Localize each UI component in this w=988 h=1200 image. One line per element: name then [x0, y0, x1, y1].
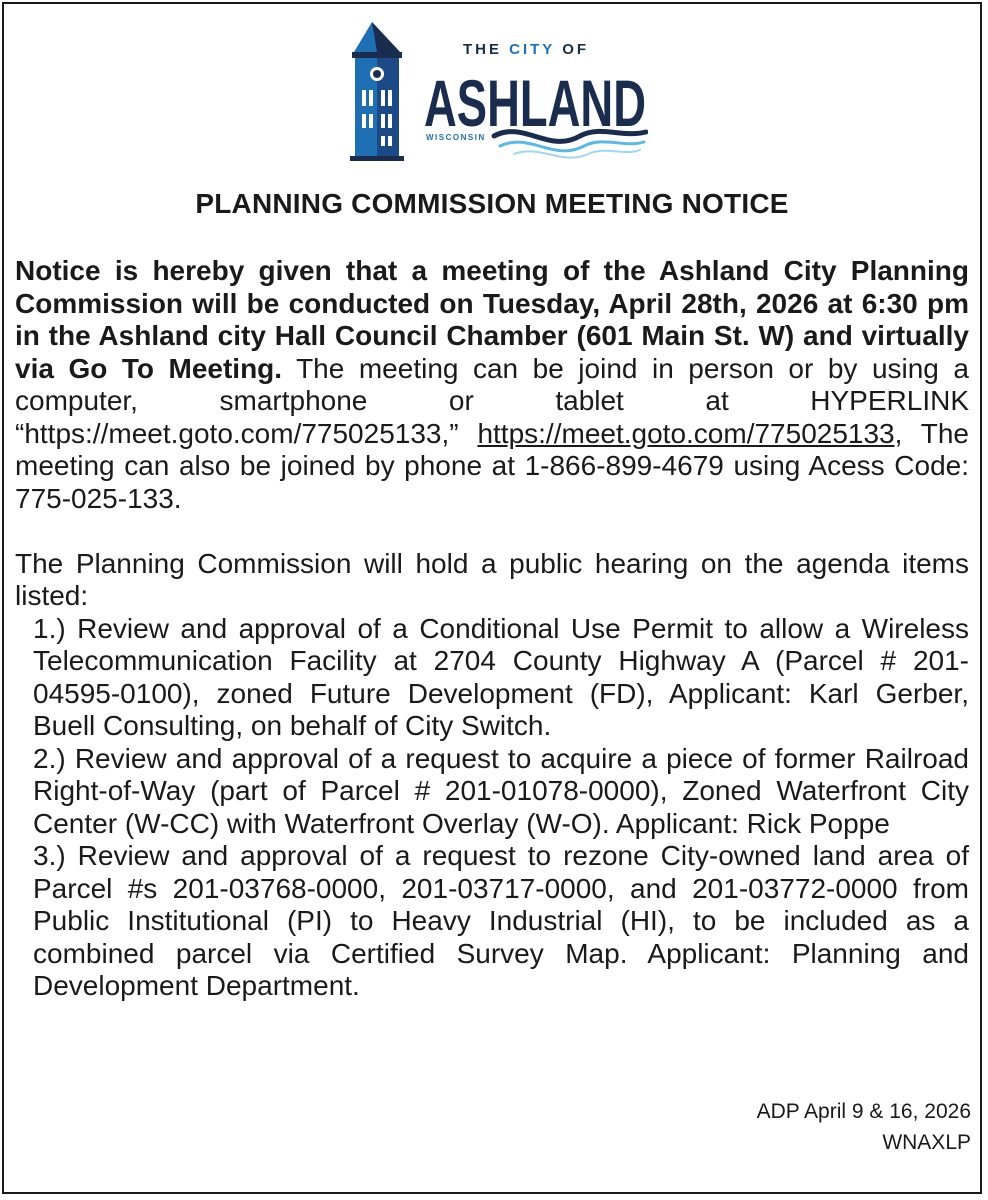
- agenda-item: 1.) Review and approval of a Conditional Use Permit to allow a Wireless Telecommunication Facility at 2704 County Highway A (Parcel # 201-04595-0100), zoned Future Development (FD), Applicant: Karl Gerber, Buell Consulting, on behalf of City Switch.: [33, 612, 969, 741]
- clock-tower-icon: [350, 22, 404, 161]
- phone-access-text: The meeting can also be joined by phone at 1-866-899-4679 using Acess Code: 775-025-133.: [15, 417, 969, 514]
- notice-lead: Notice is hereby given that a meeting of the Ashland City Planning Commission will be conducted on Tuesday, April 28th, 2026 at 6:30 pm in the Ashland city Hall Council Chamber (601 Main St. W) and virtually via Go To Meeting.: [15, 255, 969, 384]
- agenda-item: 3.) Review and approval of a request to rezone City-owned land area of Parcel #s 201-03768-0000, 201-03717-0000, and 201-03772-0000 from Public Institutional (PI) to Heavy Industrial (HI), to be included as a combined parcel via Certified Survey Map. Applicant: Planning and Development Department.: [33, 840, 969, 1001]
- publication-dates: ADP April 9 & 16, 2026: [756, 1100, 971, 1123]
- logo-line-1: THE CITY OF: [462, 41, 590, 58]
- agenda-item: 2.) Review and approval of a request to acquire a piece of former Railroad Right-of-Way (part of Parcel # 201-01078-0000), Zoned Waterfront City Center (W-CC) with Waterfront Overlay (W-O). Applicant: Rick Poppe: [33, 742, 969, 839]
- logo-wordmark: ASHLAND: [424, 66, 646, 140]
- meeting-access-text: The meeting can be joind in person or by using a computer, smartphone or tablet at HYPERLINK “https://meet.goto.com/775025133,”: [15, 352, 969, 449]
- city-logo: [344, 22, 648, 162]
- logo-state: WISCONSIN: [426, 133, 486, 142]
- notice-body: [15, 255, 969, 1003]
- meeting-link[interactable]: https://meet.goto.com/775025133,: [477, 417, 903, 449]
- agenda-items: [15, 613, 969, 1003]
- notice-title: PLANNING COMMISSION MEETING NOTICE: [195, 188, 789, 219]
- meeting-details-paragraph: [15, 255, 969, 515]
- paragraph-spacer: [15, 515, 969, 548]
- hearing-intro: The Planning Commission will hold a public hearing on the agenda items listed:: [15, 547, 969, 611]
- publication-footer: [757, 1096, 971, 1158]
- publication-code: WNAXLP: [882, 1131, 971, 1154]
- meeting-notice: [2, 2, 982, 1194]
